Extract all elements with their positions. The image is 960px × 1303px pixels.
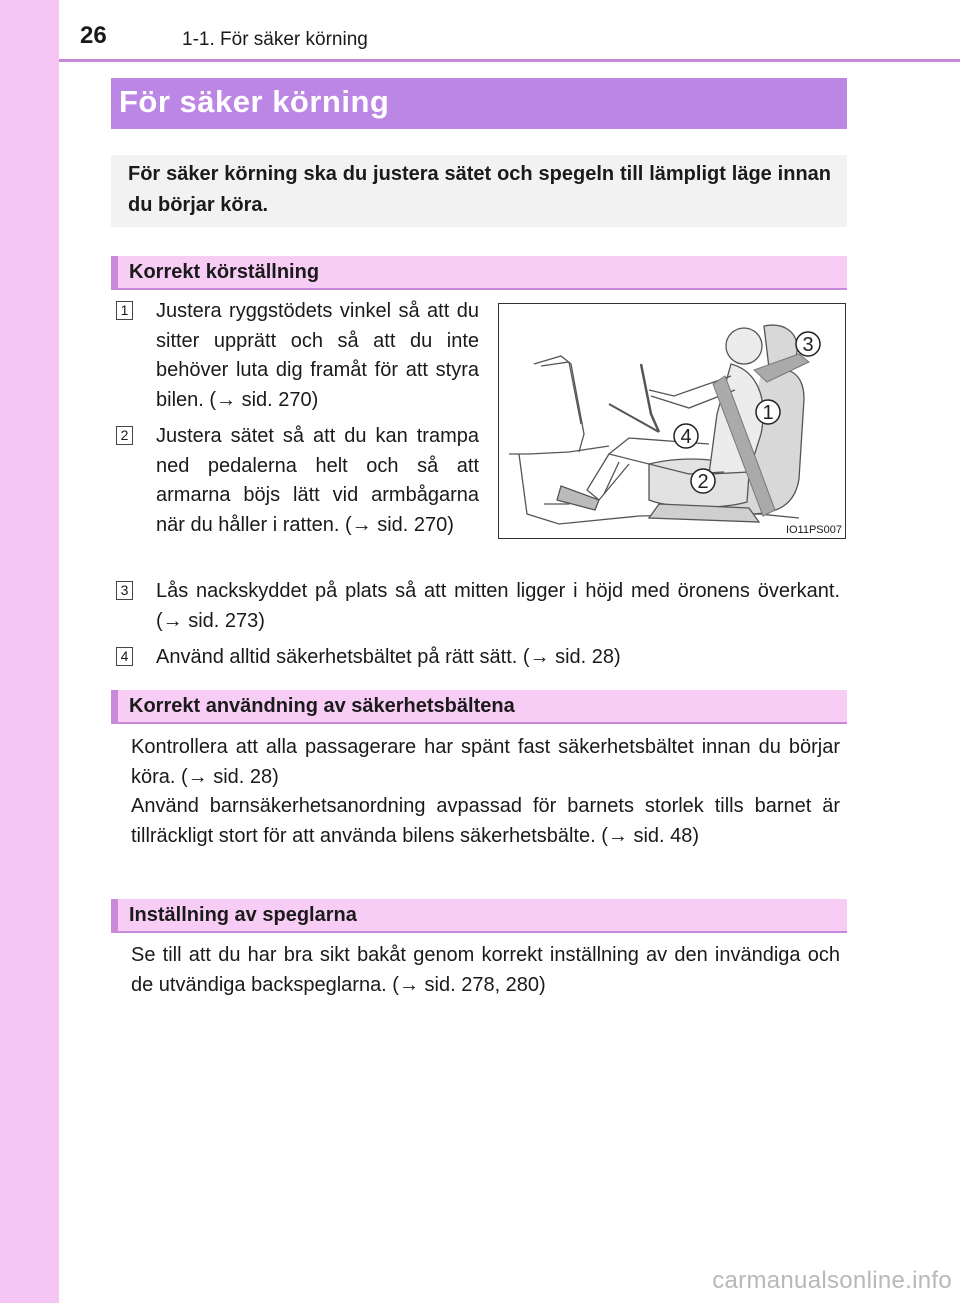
item-text: Använd alltid säkerhetsbältet på rätt sätt. (→ sid. 28) bbox=[156, 646, 621, 668]
title-bar bbox=[111, 78, 847, 129]
item-text: Lås nackskyddet på plats så att mitten ligger i höjd med öronens överkant. (→ sid. 273) bbox=[156, 580, 840, 632]
header-rule bbox=[59, 59, 960, 62]
section-heading-text: Inställning av speglarna bbox=[129, 904, 357, 926]
intro-box bbox=[111, 155, 847, 227]
item-text: Justera ryggstödets vinkel så att du sitter upprätt och så att du inte behöver luta dig framåt för att styra bilen. (→ sid. 270) bbox=[156, 300, 479, 411]
watermark: carmanualsonline.info bbox=[712, 1267, 952, 1294]
driver-seat-drawing bbox=[499, 304, 845, 538]
item-number-badge: 4 bbox=[116, 647, 133, 666]
child-restraint-paragraph: Använd barnsäkerhetsanordning avpassad för barnets storlek tills barnet är tillräckligt stort för att använda bilens säkerhetsbälte. (→ sid. 48) bbox=[131, 795, 840, 847]
callout-label: 2 bbox=[697, 471, 709, 493]
page-number: 26 bbox=[80, 22, 107, 49]
item-number-badge: 3 bbox=[116, 581, 133, 600]
callout-label: 3 bbox=[802, 334, 814, 356]
section-heading-posture bbox=[111, 256, 847, 290]
intro-text: För säker körning ska du justera sätet och spegeln till lämpligt läge innan du börjar köra. bbox=[128, 163, 831, 216]
section-heading-text: Korrekt användning av säkerhetsbältena bbox=[129, 695, 515, 717]
item-number-badge: 1 bbox=[116, 301, 133, 320]
page-title: För säker körning bbox=[119, 84, 390, 119]
seatbelt-paragraph: Kontrollera att alla passagerare har spänt fast säkerhetsbältet innan du börjar köra. (→ sid. 28) bbox=[131, 736, 840, 788]
mirrors-paragraph: Se till att du har bra sikt bakåt genom korrekt inställning av den invändiga och de utvändiga backspeglarna. (→ sid. 278, 280) bbox=[131, 944, 840, 996]
section-heading-text: Korrekt körställning bbox=[129, 261, 320, 283]
driving-posture-illustration bbox=[498, 303, 846, 539]
section-heading-mirrors bbox=[111, 899, 847, 933]
section-heading-seatbelts bbox=[111, 690, 847, 724]
figure-code: IO11PS007 bbox=[785, 524, 842, 536]
running-title: 1-1. För säker körning bbox=[182, 29, 368, 50]
item-number-badge: 2 bbox=[116, 426, 133, 445]
side-strip bbox=[0, 0, 59, 1303]
callout-label: 1 bbox=[762, 402, 774, 424]
callout-label: 4 bbox=[680, 426, 692, 448]
item-text: Justera sätet så att du kan trampa ned pedalerna helt och så att armarna böjs lätt vid armbågarna när du håller i ratten. (→ sid. 270) bbox=[156, 425, 479, 536]
